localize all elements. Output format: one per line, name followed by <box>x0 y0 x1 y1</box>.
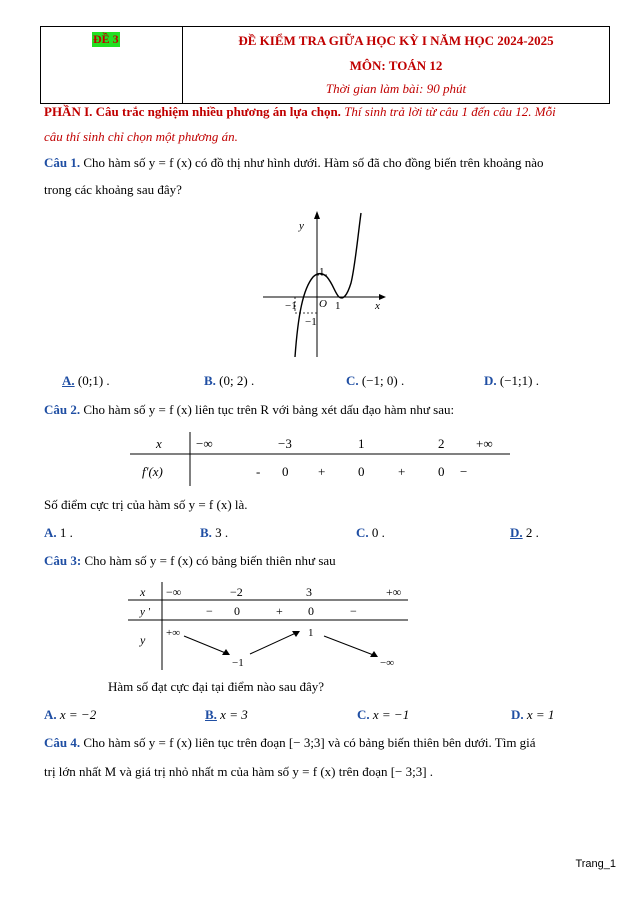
q2-line <box>44 402 454 418</box>
var-sign-2: + <box>276 604 283 618</box>
q3-text: Cho hàm số y = f (x) có bảng biến thiên như sau <box>81 553 336 568</box>
var-y-1: −1 <box>232 657 244 669</box>
sign-x-3: 2 <box>438 436 445 451</box>
q4-line1 <box>44 735 536 751</box>
sign-1: 0 <box>282 464 289 479</box>
exam-title: ĐỀ KIỂM TRA GIỮA HỌC KỲ I NĂM HỌC 2024-2025 <box>238 33 554 48</box>
graph-y1-label: 1 <box>319 266 325 278</box>
sign-5: 0 <box>438 464 445 479</box>
q4-text2: trị lớn nhất M và giá trị nhỏ nhất m của hàm số y = f (x) trên đoạn [− 3;3] . <box>44 764 434 779</box>
sign-0: - <box>256 464 261 479</box>
q1-text2: trong các khoảng sau đây? <box>44 182 182 197</box>
q3-option-a[interactable]: A. x = −2 <box>44 707 97 722</box>
q1-option-a[interactable]: A. (0;1) . <box>62 373 110 388</box>
sign-2: + <box>318 464 326 479</box>
y-arrow-icon <box>314 211 320 219</box>
q3-option-d[interactable]: D. x = 1 <box>511 707 555 722</box>
var-y-3: −∞ <box>380 657 395 669</box>
var-sign-4: − <box>350 604 357 618</box>
q1-function-graph <box>255 205 395 365</box>
part1-heading: PHẦN I. Câu trắc nghiệm nhiều phương án lựa chọn. <box>44 104 341 119</box>
q1-option-c[interactable]: C. (−1; 0) . <box>346 373 405 388</box>
q2-sign-table <box>130 428 530 490</box>
q1-option-b[interactable]: B. (0; 2) . <box>204 373 255 388</box>
exam-code: ĐỀ 3 <box>93 32 119 46</box>
x-arrow-icon <box>379 294 386 300</box>
graph-origin-label: O <box>319 298 327 310</box>
function-curve <box>295 213 361 357</box>
graph-x1-label: 1 <box>335 300 341 312</box>
q1-label: Câu 1. <box>44 155 81 170</box>
q2-text: Cho hàm số y = f (x) liên tục trên R với bảng xét dấu đạo hàm như sau: <box>80 402 455 417</box>
part1-instr2: câu thí sinh chỉ chọn một phương án. <box>44 129 238 144</box>
var-x-0: −∞ <box>166 585 182 599</box>
var-y-0: +∞ <box>166 627 181 639</box>
sign-3: 0 <box>358 464 365 479</box>
q2-question: Số điểm cực trị của hàm số y = f (x) là. <box>44 497 248 512</box>
var-yp-label: y ' <box>140 606 150 618</box>
graph-yneg1-label: −1 <box>305 316 317 328</box>
q3-option-c[interactable]: C. x = −1 <box>357 707 410 722</box>
sign-4: + <box>398 464 406 479</box>
exam-time: Thời gian làm bài: 90 phút <box>325 81 467 96</box>
var-x-3: +∞ <box>386 585 402 599</box>
var-arrow-up <box>250 632 298 654</box>
var-arrow-down-1 <box>184 636 228 654</box>
q3-question: Hàm số đạt cực đại tại điểm nào sau đây? <box>108 679 325 694</box>
part1-heading-line <box>44 104 556 120</box>
var-x-label: x <box>140 585 146 599</box>
graph-y-label: y <box>299 220 304 232</box>
q2-option-d[interactable]: D. 2 . <box>510 525 539 540</box>
q1-text1: Cho hàm số y = f (x) có đồ thị như hình dưới. Hàm số đã cho đồng biến trên khoảng nào <box>80 155 544 170</box>
var-sign-3: 0 <box>308 604 314 618</box>
sign-fp-label: f′(x) <box>142 464 163 479</box>
var-sign-0: − <box>206 604 213 618</box>
q3-label: Câu 3: <box>44 553 82 568</box>
q2-option-a[interactable]: A. 1 . <box>44 525 73 540</box>
var-x-2: 3 <box>306 585 312 599</box>
sign-x-0: −∞ <box>196 436 213 451</box>
part1-instr1: Thí sinh trả lời từ câu 1 đến câu 12. Mỗi <box>340 104 556 119</box>
q2-label: Câu 2. <box>44 402 81 417</box>
q1-option-d[interactable]: D. (−1;1) . <box>484 373 539 388</box>
page-footer: Trang_1 <box>575 858 616 870</box>
sign-6: − <box>460 464 468 479</box>
q4-text1: Cho hàm số y = f (x) liên tục trên đoạn [− 3;3] và có bảng biến thiên bên dưới. Tìm giá <box>80 735 536 750</box>
var-x-1: −2 <box>230 585 243 599</box>
var-y-2: 1 <box>308 627 314 639</box>
q1-line1 <box>44 155 544 171</box>
sign-x-4: +∞ <box>476 436 493 451</box>
var-arrow-down-2 <box>324 636 376 656</box>
q2-option-b[interactable]: B. 3 . <box>200 525 229 540</box>
sign-x-2: 1 <box>358 436 365 451</box>
q3-line <box>44 553 336 569</box>
graph-xneg1-label: −1 <box>285 300 297 312</box>
sign-x-label: x <box>156 436 162 451</box>
exam-header <box>40 26 610 104</box>
var-sign-1: 0 <box>234 604 240 618</box>
graph-x-label: x <box>375 300 380 312</box>
q2-option-c[interactable]: C. 0 . <box>356 525 385 540</box>
q4-label: Câu 4. <box>44 735 81 750</box>
q3-option-b[interactable]: B. x = 3 <box>205 707 248 722</box>
sign-x-1: −3 <box>278 436 292 451</box>
var-y-label: y <box>140 633 146 647</box>
exam-subject: MÔN: TOÁN 12 <box>349 58 443 73</box>
q3-variation-table <box>128 580 418 670</box>
